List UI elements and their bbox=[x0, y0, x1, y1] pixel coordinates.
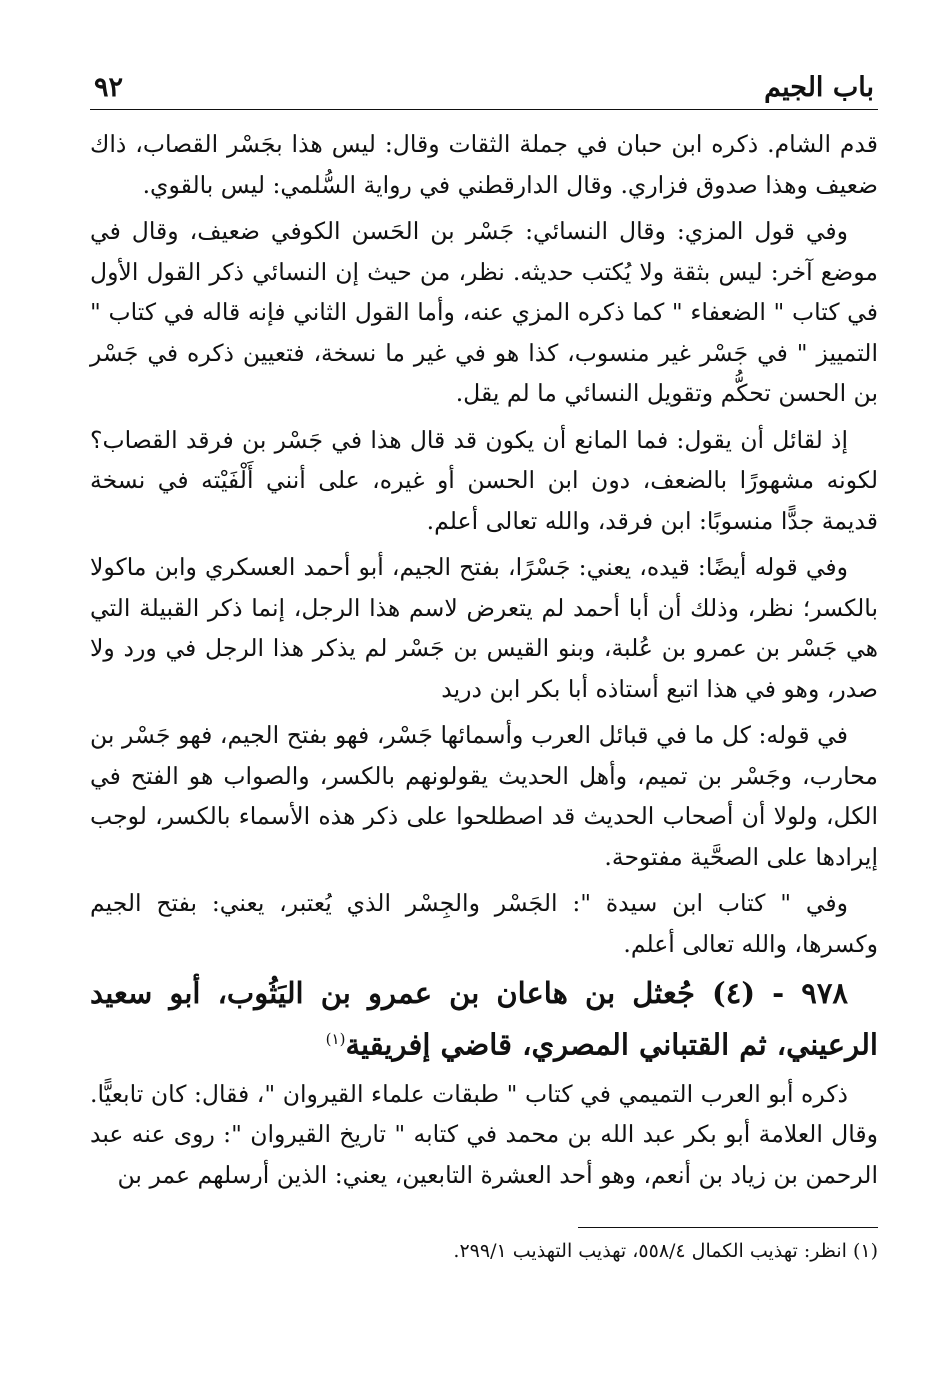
entry-heading-text: ٩٧٨ - (٤) جُعثل بن هاعان بن عمرو بن اليَثُوب، أبو سعيد الرعيني، ثم القتباني المصري، قاضي إفريقية bbox=[90, 976, 878, 1062]
book-page bbox=[90, 58, 878, 1266]
paragraph: وفي " كتاب ابن سيدة ": الجَسْر والجِسْر الذي يُعتبر، يعني: بفتح الجيم وكسرها، والله تعالى أعلم. bbox=[90, 889, 878, 958]
paragraph: وفي قوله أيضًا: قيده، يعني: جَسْرًا، بفتح الجيم، أبو أحمد العسكري وابن ماكولا بالكسر؛ نظر، وذلك أن أبا أحمد لم يتعرض لاسم هذا الرجل، إنما ذكر القبيلة التي هي جَسْر بن عمرو بن عُلبة، وبنو القيس بن جَسْر لم يذكر هذا الرجل في ورد ولا صدر، وهو في هذا اتبع أستاذه أبا بكر ابن دريد bbox=[90, 553, 878, 703]
footnote: (١) انظر: تهذيب الكمال ٥٥٨/٤، تهذيب التهذيب ٢٩٩/١. bbox=[453, 1240, 878, 1263]
footnote-divider bbox=[578, 1227, 878, 1228]
paragraph: قدم الشام. ذكره ابن حبان في جملة الثقات وقال: ليس هذا بجَسْر القصاب، ذاك ضعيف وهذا صدوق فزاري. وقال الدارقطني في رواية السُّلمي: ليس بالقوي. bbox=[90, 130, 878, 199]
entry-heading bbox=[90, 970, 878, 1068]
page-body bbox=[90, 124, 878, 1195]
page-number: ٩٢ bbox=[94, 72, 124, 103]
paragraph: إذ لقائل أن يقول: فما المانع أن يكون قد قال هذا في جَسْر بن فرقد القصاب؟ لكونه مشهورًا بالضعف، دون ابن الحسن أو غيره، على أنني أَلْفَيْته في نسخة قديمة جدًّا منسوبًا: ابن فرقد، والله تعالى أعلم. bbox=[90, 425, 878, 535]
footnote-reference: (١) bbox=[325, 1030, 346, 1048]
entry-paragraph: ذكره أبو العرب التميمي في كتاب " طبقات علماء القيروان "، فقال: كان تابعيًّا. وقال العلامة أبو بكر عبد الله بن محمد في كتابه " تاريخ القيروان ": روى عنه عبد الرحمن بن زياد بن أنعم، وهو أحد العشرة التابعين، يعني: الذين أرسلهم عمر بن bbox=[90, 1079, 878, 1189]
paragraph: في قوله: كل ما في قبائل العرب وأسمائها جَسْر، فهو بفتح الجيم، فهو جَسْر بن محارب، وجَسْر بن تميم، وأهل الحديث يقولونهم بالكسر، والصواب هو الفتح في الكل، ولولا أن أصحاب الحديث قد اصطلحوا على ذكر هذه الأسماء بالكسر، لوجب إيرادها على الصحَّية مفتوحة. bbox=[90, 721, 878, 871]
paragraph: وفي قول المزي: وقال النسائي: جَسْر بن الحَسن الكوفي ضعيف، وقال في موضع آخر: ليس بثقة ولا يُكتب حديثه. نظر، من حيث إن النسائي ذكر القول الأول في كتاب " الضعفاء " كما ذكره المزي عنه، وأما القول الثاني فإنه قاله في كتاب " التمييز " في جَسْر غير منسوب، كذا هو في غير ما نسخة، فتعيين ذكره في جَسْر بن الحسن تحكُّم وتقويل النسائي ما لم يقل. bbox=[90, 217, 878, 407]
page-header bbox=[90, 58, 878, 110]
chapter-title: باب الجيم bbox=[764, 72, 874, 103]
